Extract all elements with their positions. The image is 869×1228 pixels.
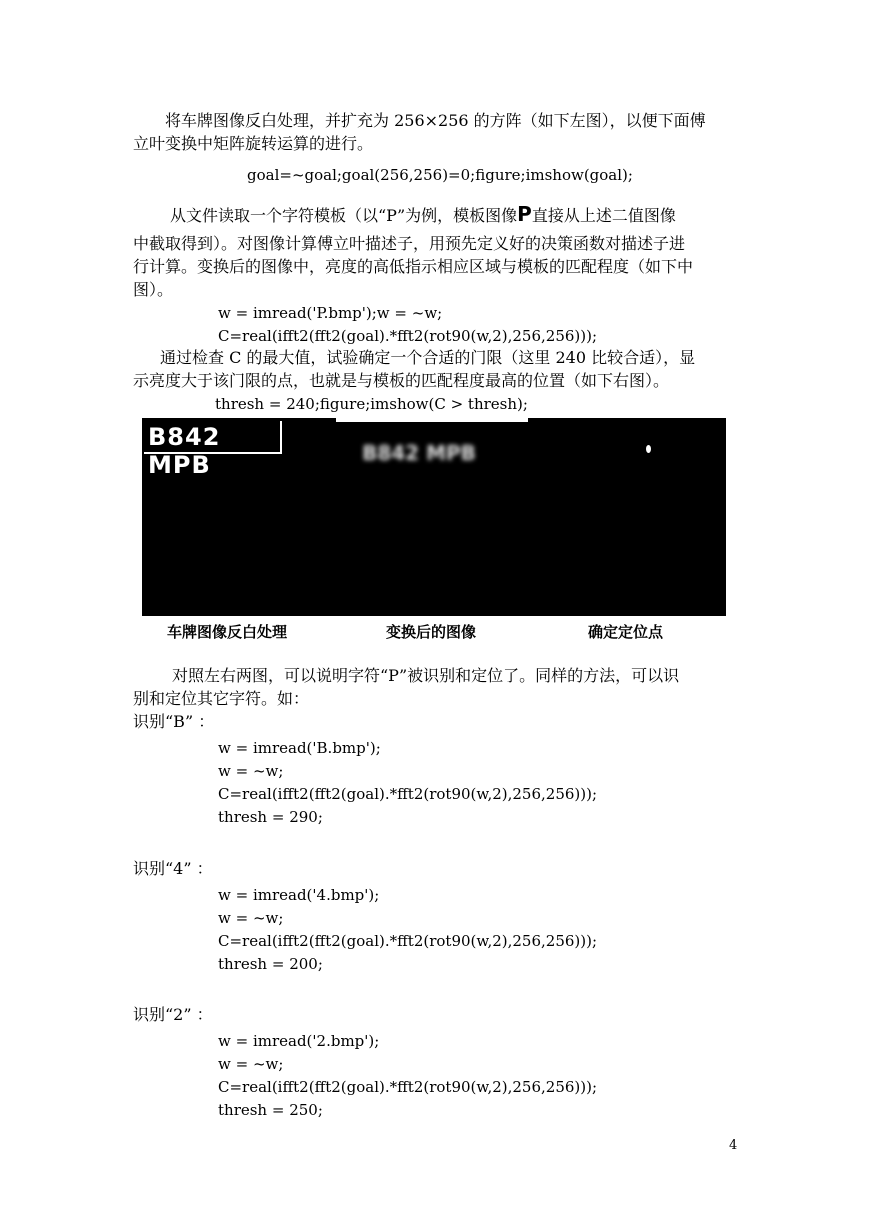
- code-line: w = imread('4.bmp');: [218, 886, 380, 904]
- para4-line1: 对照左右两图，可以说明字符“P”被识别和定位了。同样的方法，可以识: [172, 666, 680, 685]
- code-line: thresh = 240;figure;imshow(C > thresh);: [215, 395, 528, 413]
- caption-middle: 变换后的图像: [386, 623, 477, 641]
- para3-line2: 示亮度大于该门限的点，也就是与模板的匹配程度最高的位置（如下右图）。: [133, 371, 670, 390]
- code-line: w = imread('P.bmp');w = ~w;: [218, 304, 443, 322]
- para2-line4: 图）。: [133, 280, 174, 299]
- code-line: w = imread('B.bmp');: [218, 739, 381, 757]
- para2-line3: 行计算。变换后的图像中，亮度的高低指示相应区域与模板的匹配程度（如下中: [133, 257, 694, 276]
- caption-left: 车牌图像反白处理: [167, 623, 288, 641]
- code-line: thresh = 200;: [218, 955, 323, 973]
- code-line: thresh = 290;: [218, 808, 323, 826]
- para1-line1: 将车牌图像反白处理，并扩充为 256×256 的方阵（如下左图），以便下面傅: [165, 111, 706, 130]
- caption-right: 确定定位点: [588, 623, 664, 641]
- code-line: C=real(ifft2(fft2(goal).*fft2(rot90(w,2),256,256)));: [218, 327, 598, 345]
- code-line: w = ~w;: [218, 762, 284, 780]
- para1-line2: 立叶变换中矩阵旋转运算的进行。: [133, 134, 374, 153]
- para4-line2: 别和定位其它字符。如：: [133, 689, 310, 708]
- code-line: w = ~w;: [218, 1055, 284, 1073]
- code-line: w = imread('2.bmp');: [218, 1032, 380, 1050]
- para2-line2: 中截取得到）。对图像计算傅立叶描述子，用预先定义好的决策函数对描述子进: [133, 234, 686, 253]
- image-border: [336, 418, 528, 422]
- section-heading: 识别“2” ：: [133, 1005, 213, 1024]
- para2-line1b: 直接从上述二值图像: [531, 206, 676, 225]
- code-line: C=real(ifft2(fft2(goal).*fft2(rot90(w,2),256,256)));: [218, 932, 598, 950]
- template-glyph: P: [517, 202, 532, 226]
- license-plate-image: [144, 421, 282, 479]
- code-line: goal=~goal;goal(256,256)=0;figure;imshow(goal);: [247, 166, 633, 184]
- code-line: C=real(ifft2(fft2(goal).*fft2(rot90(w,2),256,256)));: [218, 1078, 598, 1096]
- section-heading: 识别“B” ：: [133, 712, 215, 731]
- code-line: C=real(ifft2(fft2(goal).*fft2(rot90(w,2),256,256)));: [218, 785, 598, 803]
- location-point: [646, 445, 651, 453]
- plate-text: B842 MPB: [148, 423, 221, 479]
- code-line: thresh = 250;: [218, 1101, 323, 1119]
- code-line: w = ~w;: [218, 909, 284, 927]
- page-number: 4: [729, 1138, 738, 1153]
- section-heading: 识别“4” ：: [133, 859, 213, 878]
- para2-line1: [170, 203, 676, 227]
- para2-line1a: 从文件读取一个字符模板（以“P”为例，模板图像: [170, 206, 518, 225]
- transformed-image-text: B842 MPB: [362, 441, 476, 465]
- para3-line1: 通过检查 C 的最大值，试验确定一个合适的门限（这里 240 比较合适），显: [160, 348, 696, 367]
